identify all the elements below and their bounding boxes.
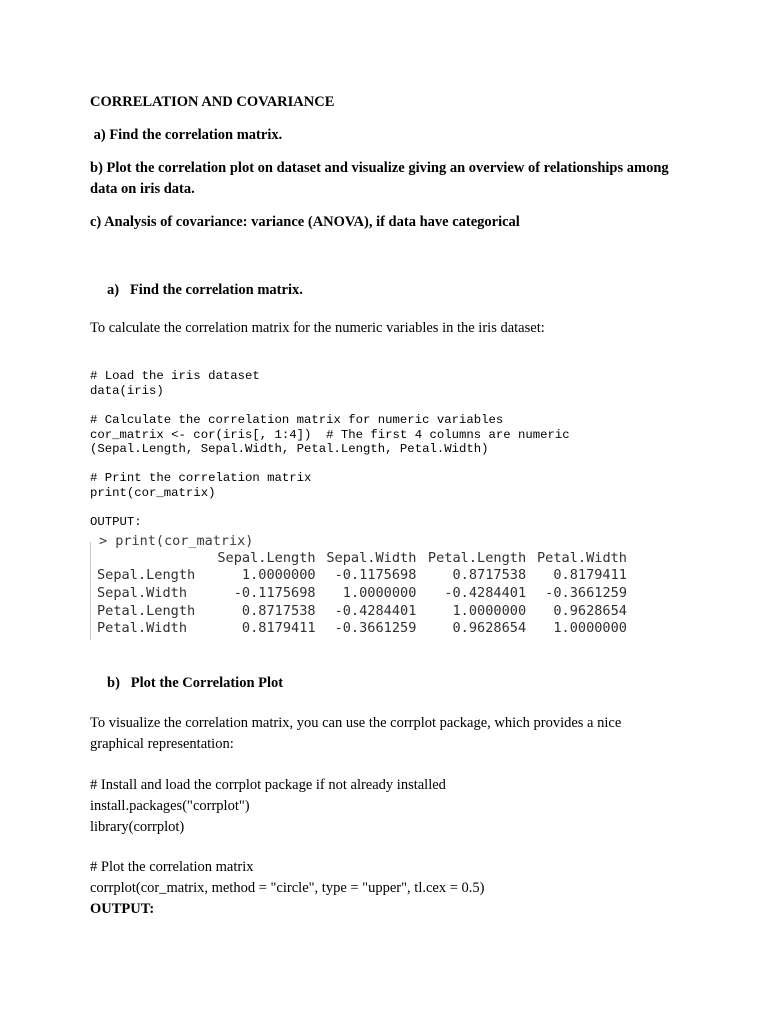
console-output-screenshot [90, 533, 627, 640]
section-a-heading: a) Find the correlation matrix. [107, 282, 303, 298]
matrix-cell: 1.0000000 [241, 567, 316, 584]
page-title: CORRELATION AND COVARIANCE [90, 94, 335, 110]
matrix-cell: 0.8717538 [241, 602, 316, 619]
output-label-a: OUTPUT: [90, 515, 142, 529]
code-block-install: # Install and load the corrplot package if not already installed install.packages("corrplot") library(corrplot) [90, 777, 446, 835]
matrix-row-label: Petal.Width [97, 620, 188, 637]
matrix-cell: 0.8179411 [241, 620, 316, 637]
code-block-corrplot: # Plot the correlation matrix corrplot(cor_matrix, method = "circle", type = "upper", tl.cex = 0.5) [90, 859, 485, 896]
matrix-row [97, 602, 627, 620]
matrix-cell: 0.9628654 [452, 620, 527, 637]
matrix-header-row [97, 549, 627, 567]
matrix-cell: 0.9628654 [553, 602, 627, 619]
code-block-cor: # Calculate the correlation matrix for numeric variables cor_matrix <- cor(iris[, 1:4]) # The first 4 columns are numeric (Sepal.Length, Sepal.Width, Petal.Length, Petal.Width) [90, 413, 570, 457]
section-a-intro: To calculate the correlation matrix for the numeric variables in the iris dataset: [90, 320, 545, 336]
console-cut-command: > print(cor_matrix) [99, 533, 254, 549]
matrix-cell: 1.0000000 [452, 602, 527, 619]
matrix-cell: 1.0000000 [553, 620, 627, 637]
matrix-cell: -0.3661259 [334, 620, 417, 637]
output-label-b: OUTPUT: [90, 901, 155, 917]
matrix-col-header: Sepal.Width [326, 549, 417, 566]
matrix-cell: 1.0000000 [342, 584, 417, 601]
matrix-cell: -0.3661259 [545, 584, 627, 601]
matrix-row-label: Petal.Length [97, 602, 196, 619]
matrix-row [97, 619, 627, 637]
code-block-load: # Load the iris dataset data(iris) [90, 369, 260, 398]
matrix-col-header: Sepal.Length [217, 549, 316, 566]
matrix-cell: 0.8179411 [553, 567, 627, 584]
correlation-matrix-table [97, 549, 627, 637]
section-b-heading: b) Plot the Correlation Plot [107, 675, 284, 691]
section-b-intro: To visualize the correlation matrix, you can use the corrplot package, which provides a nice graphical representation: [90, 715, 622, 752]
matrix-col-header: Petal.Length [427, 549, 527, 566]
matrix-cell: -0.4284401 [334, 602, 417, 619]
code-block-print: # Print the correlation matrix print(cor_matrix) [90, 471, 312, 500]
matrix-row [97, 584, 627, 602]
matrix-cell: -0.1175698 [233, 584, 316, 601]
task-a: a) Find the correlation matrix. [90, 127, 283, 143]
matrix-col-header: Petal.Width [536, 549, 627, 566]
matrix-row-label: Sepal.Length [97, 567, 196, 584]
matrix-cell: -0.1175698 [334, 567, 417, 584]
matrix-cell: -0.4284401 [444, 584, 527, 601]
task-c: c) Analysis of covariance: variance (ANOVA), if data have categorical [90, 214, 520, 230]
matrix-row [97, 567, 627, 585]
matrix-cell: 0.8717538 [452, 567, 527, 584]
task-b: b) Plot the correlation plot on dataset and visualize giving an overview of relationships among data on iris data. [90, 160, 669, 197]
matrix-row-label: Sepal.Width [97, 584, 188, 601]
